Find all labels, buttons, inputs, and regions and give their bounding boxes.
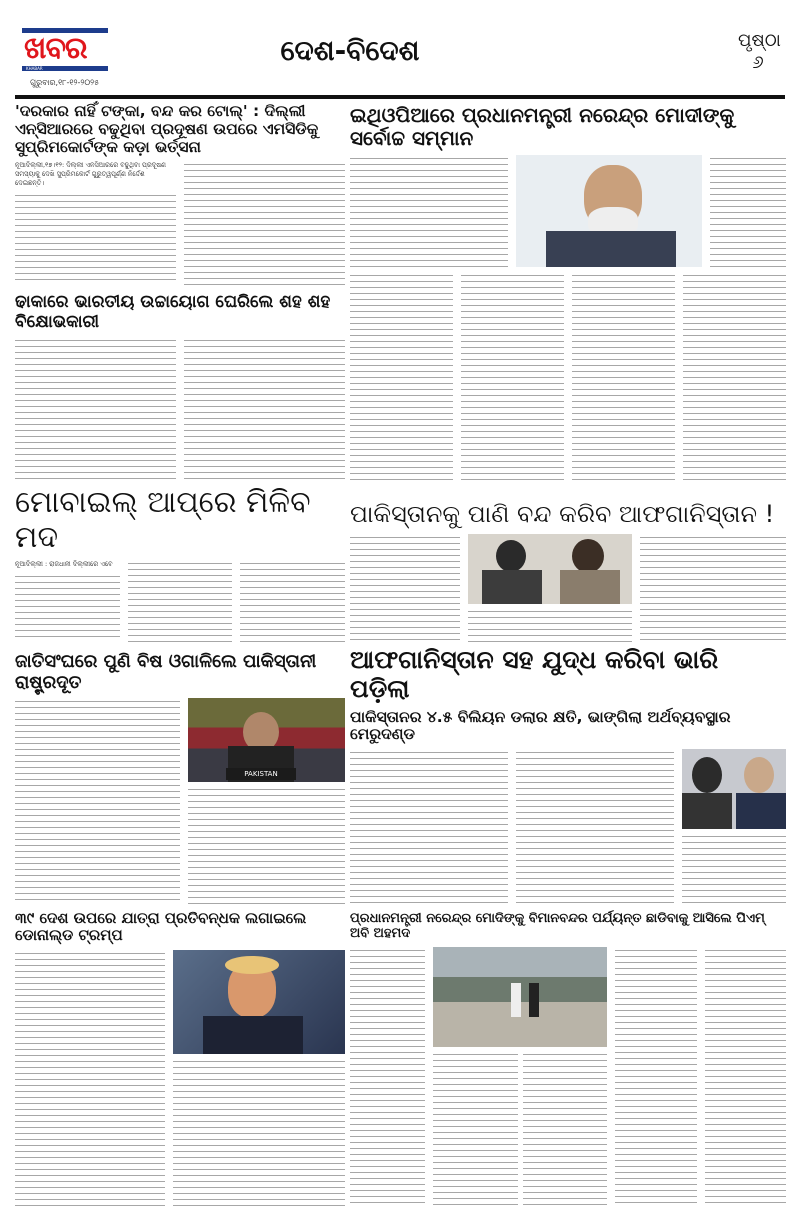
section-title: ଦେଶ-ବିଦେଶ <box>280 34 420 67</box>
headline: ଆଫଗାନିସ୍ତାନ ସହ ଯୁଦ୍ଧ କରିବା ଭାରି ପଡ଼ିଲା <box>350 645 719 703</box>
body-text <box>15 698 180 905</box>
headline: 'ଦରକାର ନାହିଁ ଟଙ୍କା, ବନ୍ଦ କର ଟୋଲ୍' : ଦିଲ୍ଲୀ ଏନ୍‌ସିଆରରେ ବଢୁଥିବା ପ୍ରଦୂଷଣ ଉପରେ ଏମସିଡିକୁ ସୁପ୍ରିମକୋର୍ଟଙ୍କ କଡ଼ା ଭର୍ତ୍ସନା <box>15 102 319 156</box>
divider <box>15 95 785 99</box>
ambassador-photo <box>188 698 345 782</box>
body-text <box>350 534 460 642</box>
headline: ପ୍ରଧାନମନ୍ତ୍ରୀ ନରେନ୍ଦ୍ର ମୋଦିଙ୍କୁ ବିମାନବନ୍ଦର ପର୍ଯ୍ୟନ୍ତ ଛାଡିବାକୁ ଆସିଲେ ପିଏମ୍ ଅବି ଅହମଦ <box>350 911 765 941</box>
body-text <box>128 560 233 642</box>
body-text <box>350 749 508 906</box>
body-text <box>710 155 786 267</box>
body-text <box>516 749 674 906</box>
headline: ଜାତିସଂଘରେ ପୁଣି ବିଷ ଓଗାଳିଲେ ପାକିସ୍ତାନୀ ରାଷ୍ଟ୍ରଦୂତ <box>15 651 317 693</box>
body-text <box>350 155 508 267</box>
headline: ମୋବାଇଲ୍ ଆପ୍‌ରେ ମିଳିବ ମଦ <box>15 485 311 555</box>
headline: ଢାକାରେ ଭାରତୀୟ ଉଚ୍ଚାୟୋଗ ଘେରିଲେ ଶହ ଶହ ବିକ୍ଷୋଭକାରୀ <box>15 292 331 332</box>
body-text <box>468 608 632 642</box>
headline: ପାକିସ୍ତାନକୁ ପାଣି ବନ୍ଦ କରିବ ଆଫଗାନିସ୍ତାନ ! <box>350 500 775 528</box>
body-text <box>683 272 786 482</box>
headline: ଇଥିଓପିଆରେ ପ୍ରଧାନମନ୍ତ୍ରୀ ନରେନ୍ଦ୍ର ମୋଦୀଙ୍କୁ ସର୍ବୋଚ୍ଚ ସମ୍ମାନ <box>350 103 735 150</box>
article-lead: ନୂଆଦିଲ୍ଲୀ,୧୭।୧୨: ଦିଲ୍ଲୀ ଏନସିଆରରେ ବଢୁଥିବା ପ୍ରଦୂଷଣ ସମସ୍ୟାକୁ ଦେଖି ସୁପ୍ରିମକୋର୍ଟ ଗୁରୁତ୍ୱପୂର୍ଣ୍ଣ ନିର୍ଦ୍ଦେଶ ଦେଇଛନ୍ତି। <box>15 161 176 188</box>
headline: ୩୯ ଦେଶ ଉପରେ ଯାତ୍ରା ପ୍ରତିବନ୍ଧକ ଲଗାଇଲେ ଡୋନାଲ୍ଡ ଟ୍ରମ୍ପ <box>15 909 307 945</box>
body-text <box>15 950 165 1207</box>
body-text <box>188 786 345 905</box>
taliban-officials-photo <box>468 534 632 604</box>
article <box>15 652 345 905</box>
body-text <box>184 161 345 285</box>
article <box>350 912 786 1206</box>
body-text <box>350 947 425 1206</box>
article <box>350 104 786 482</box>
subheadline: ପାକିସ୍ତାନର ୪.୫ ବିଲିୟନ ଡଲାର କ୍ଷତି, ଭାଙ୍ଗିଲା ଅର୍ଥବ୍ୟବସ୍ଥାର ମେରୁଦଣ୍ଡ <box>350 707 731 744</box>
article <box>15 486 345 642</box>
body-text <box>350 272 453 482</box>
body-text <box>15 192 176 285</box>
body-text <box>433 1051 518 1206</box>
article <box>15 910 345 1206</box>
issue-date: ଗୁରୁବାର,୧୮-୧୨-୨୦୨୫ <box>30 78 100 87</box>
body-text <box>173 1058 345 1207</box>
article <box>15 103 345 285</box>
article <box>15 293 345 480</box>
nameplate: PAKISTAN <box>226 768 296 780</box>
leaders-photo <box>682 749 786 829</box>
body-text <box>240 560 345 642</box>
page-number: ପୃଷ୍ଠା ୬ <box>738 30 781 73</box>
logo <box>20 26 112 74</box>
airport-photo <box>433 947 607 1047</box>
body-text <box>682 833 786 906</box>
body-text <box>184 337 345 480</box>
body-text <box>705 947 787 1206</box>
article <box>350 646 786 906</box>
trump-photo <box>173 950 345 1054</box>
body-text <box>461 272 564 482</box>
body-text <box>615 947 697 1206</box>
body-text <box>572 272 675 482</box>
article-lead: ନୂଆଦିଲ୍ଲୀ : ରାଜଧାନୀ ଦିଲ୍ଲୀରେ ଏବେ <box>15 560 120 569</box>
body-text <box>15 337 176 480</box>
logo-tagline: KHABAR <box>26 66 43 71</box>
article <box>350 501 786 642</box>
body-text <box>15 573 120 642</box>
modi-photo <box>516 155 702 267</box>
body-text <box>640 534 786 642</box>
logo-text: ଖବର <box>24 31 87 66</box>
body-text <box>523 1051 608 1206</box>
